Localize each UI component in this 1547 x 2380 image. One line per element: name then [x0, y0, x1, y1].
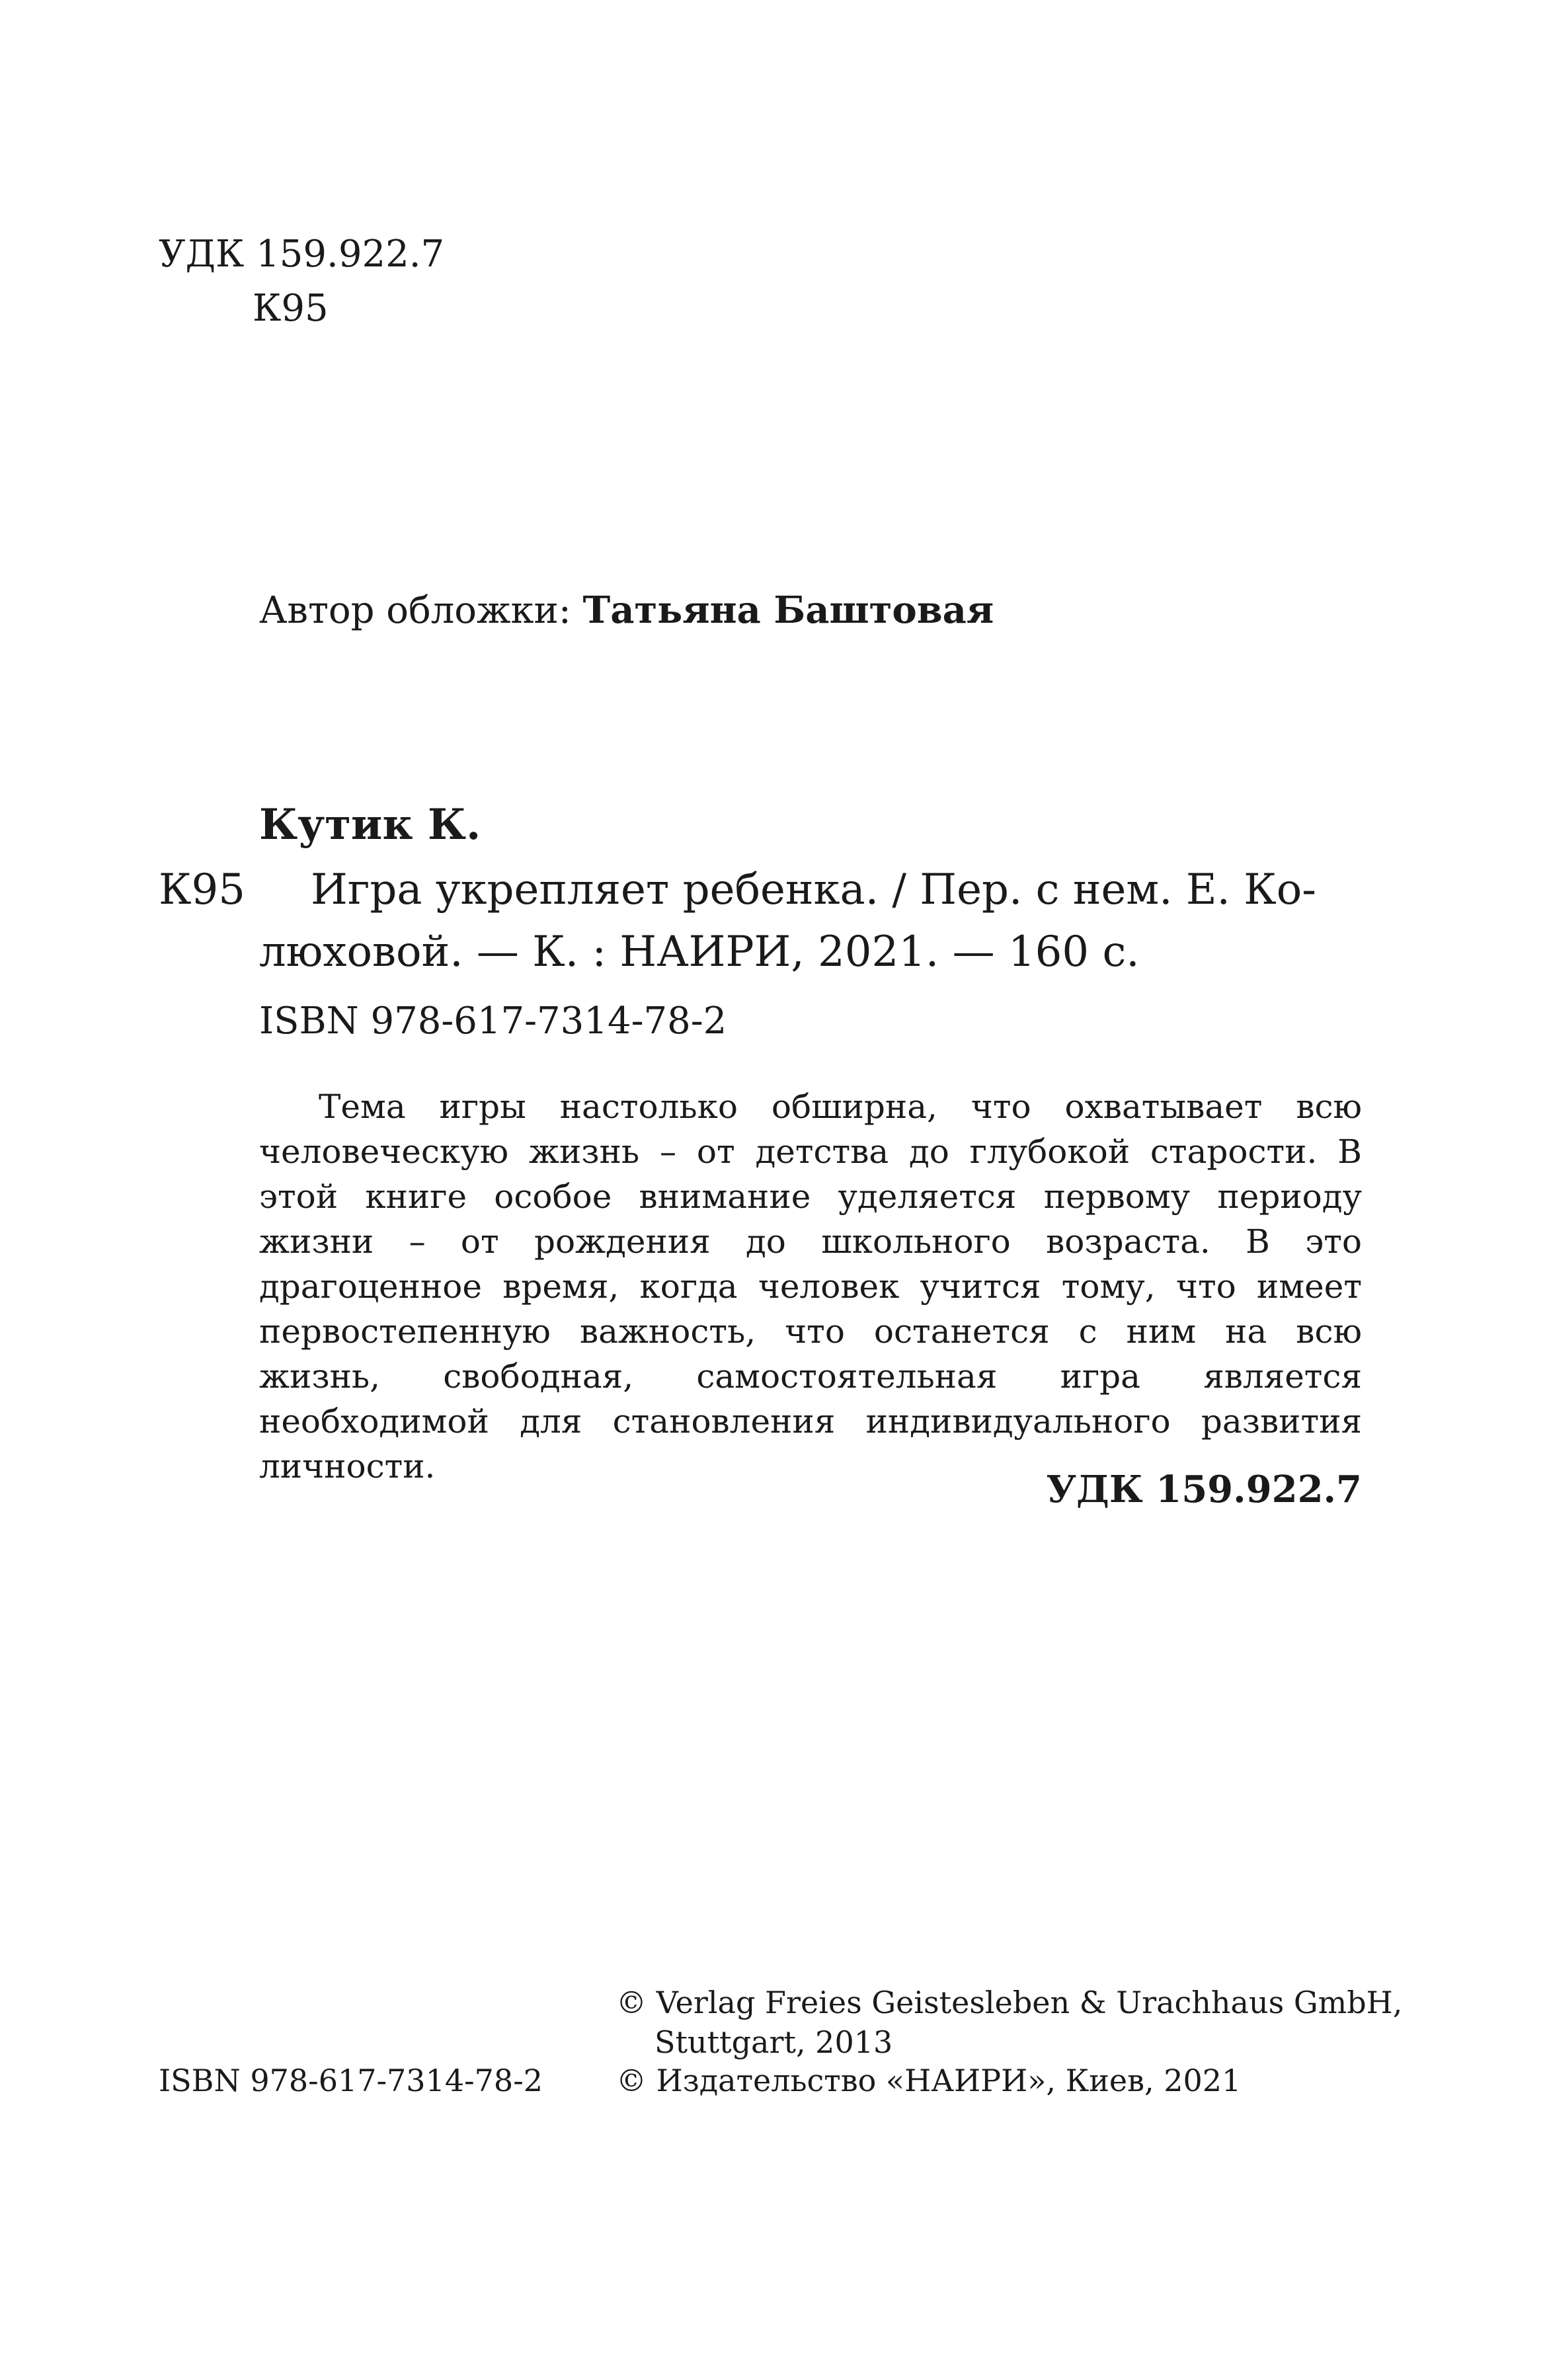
copyright-publisher-ua: © Издательство «НАИРИ», Киев, 2021 [616, 2063, 1242, 2098]
copyright-publisher-de-line-1: © Verlag Freies Geistesleben & Urachhaus GmbH, [616, 1985, 1403, 2020]
isbn-card: ISBN 978-617-7314-78-2 [259, 1000, 727, 1043]
cover-author-name: Татьяна Баштовая [582, 588, 994, 632]
cover-author-line [259, 587, 994, 634]
title-line-1: Игра укрепляет ребенка. / Пер. с нем. Е. Ко- [311, 865, 1316, 914]
udk-code-top: УДК 159.922.7 [159, 233, 445, 276]
copyright-publisher-de-line-2: Stuttgart, 2013 [654, 2024, 893, 2060]
title-line-2: люховой. — К. : НАИРИ, 2021. — 160 с. [259, 928, 1140, 976]
bbk-code-top: К95 [253, 287, 329, 330]
isbn-footer: ISBN 978-617-7314-78-2 [159, 2063, 543, 2098]
author-heading: Кутик К. [259, 800, 481, 850]
annotation-paragraph: Тема игры настолько обширна, что охватывает всю человеческую жизнь – от детства до глубокой старости. В этой книге особое внимание уделяется первому периоду жизни – от рождения до школьного возраста. В это драгоценное время, когда человек учится тому, что имеет первостепенную важность, что останется с ним на всю жизнь, свободная, самостоятельная игра является необходимой для становления индивидуального развития личности. [259, 1088, 1362, 1486]
cover-author-label: Автор обложки: [259, 589, 571, 632]
udk-code-bottom: УДК 159.922.7 [1046, 1468, 1362, 1511]
card-code: К95 [159, 865, 245, 914]
